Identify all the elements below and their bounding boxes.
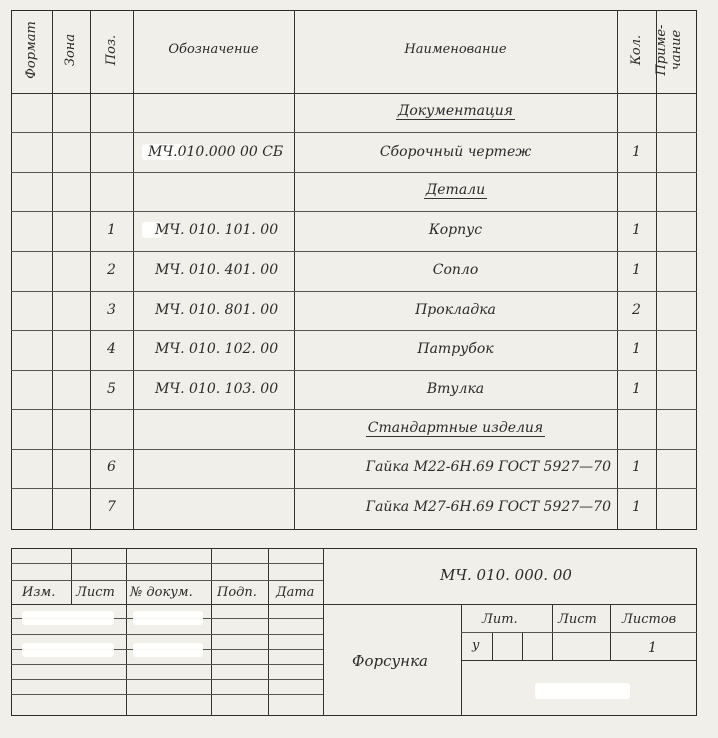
row-line <box>11 251 697 252</box>
row-qty: 1 <box>632 499 641 515</box>
tb-label-doc-no: № докум. <box>130 585 193 600</box>
header-qty: Кол. <box>629 34 644 66</box>
row-designation: МЧ. 010. 401. 00 <box>155 262 279 278</box>
row-line <box>11 330 697 331</box>
row-name: Прокладка <box>415 302 496 318</box>
tb-col-line <box>126 548 127 716</box>
section-documentation <box>294 103 617 119</box>
row-qty: 1 <box>632 459 641 475</box>
row-qty: 1 <box>632 381 641 397</box>
tb-col-line <box>522 632 523 660</box>
header-note-line1: Приме- <box>654 24 669 76</box>
row-line <box>11 172 697 173</box>
header-pos: Поз. <box>104 34 119 66</box>
col-line-qty <box>656 10 657 530</box>
row-name: Патрубок <box>417 341 494 357</box>
redaction <box>22 611 114 625</box>
header-zone: Зона <box>63 33 78 67</box>
tb-col-line <box>492 632 493 660</box>
tb-row-line <box>11 604 697 605</box>
row-line <box>11 409 697 410</box>
tb-lit-value: у <box>472 638 480 653</box>
row-pos: 3 <box>107 302 116 318</box>
tb-row-line <box>11 634 323 635</box>
tb-row-line <box>11 580 323 581</box>
row-name: Втулка <box>426 381 485 397</box>
tb-product-name: Форсунка <box>352 652 428 670</box>
header-format: Формат <box>24 21 39 79</box>
redaction <box>133 611 203 625</box>
row-pos: 2 <box>107 262 116 278</box>
header-note-line2: чание <box>669 29 684 71</box>
row-line <box>11 449 697 450</box>
row-qty: 1 <box>632 222 641 238</box>
row-designation: МЧ. 010. 102. 00 <box>155 341 279 357</box>
row-qty: 1 <box>632 341 641 357</box>
tb-label-sheet: Лист <box>558 612 597 627</box>
row-qty: 1 <box>632 262 641 278</box>
tb-row-line <box>461 632 697 633</box>
row-pos: 7 <box>107 499 116 515</box>
row-pos: 5 <box>107 381 116 397</box>
row-qty: 2 <box>632 302 641 318</box>
tb-row-line <box>11 679 323 680</box>
section-standard-label: Стандартные изделия <box>367 420 544 436</box>
row-line <box>11 132 697 133</box>
header-designation: Обозначение <box>168 42 259 57</box>
tb-row-line <box>11 694 323 695</box>
tb-label-sheets: Листов <box>622 612 677 627</box>
row-line <box>11 488 697 489</box>
row-line <box>11 211 697 212</box>
tb-label-lit: Лит. <box>482 612 518 627</box>
redaction <box>133 643 203 657</box>
tb-col-line <box>211 548 212 716</box>
row-name: Сопло <box>432 262 479 278</box>
row-name: Корпус <box>428 222 483 238</box>
tb-row-line <box>461 660 697 661</box>
tb-label-izm: Изм. <box>22 585 56 600</box>
section-documentation-label: Документация <box>397 103 514 119</box>
tb-label-sign: Подп. <box>217 585 257 600</box>
row-line <box>11 291 697 292</box>
section-parts-label: Детали <box>425 182 486 198</box>
header-name: Наименование <box>404 42 507 57</box>
tb-doc-number: МЧ. 010. 000. 00 <box>440 566 572 584</box>
row-designation: МЧ.010.000 00 СБ <box>148 144 284 160</box>
tb-label-list: Лист <box>76 585 115 600</box>
row-designation: МЧ. 010. 101. 00 <box>155 222 279 238</box>
row-pos: 1 <box>107 222 116 238</box>
tb-row-line <box>11 664 323 665</box>
row-pos: 6 <box>107 459 116 475</box>
col-line-pos <box>133 10 134 530</box>
section-standard <box>294 420 617 436</box>
redaction <box>535 683 630 699</box>
col-line-format <box>52 10 53 530</box>
tb-col-line <box>268 548 269 716</box>
tb-row-line <box>11 563 323 564</box>
section-parts <box>294 182 617 198</box>
row-pos: 4 <box>107 341 116 357</box>
tb-col-line <box>323 548 324 716</box>
row-name: Сборочный чертеж <box>379 144 532 160</box>
row-designation: МЧ. 010. 103. 00 <box>155 381 279 397</box>
row-designation: МЧ. 010. 801. 00 <box>155 302 279 318</box>
row-name: Гайка М22-6Н.69 ГОСТ 5927—70 <box>365 459 611 475</box>
tb-sheets-value: 1 <box>648 640 657 656</box>
redaction <box>22 643 114 657</box>
tb-col-line <box>71 548 72 604</box>
tb-label-date: Дата <box>276 585 315 600</box>
row-qty: 1 <box>632 144 641 160</box>
row-line <box>11 370 697 371</box>
header-line <box>11 93 697 94</box>
row-name: Гайка М27-6Н.69 ГОСТ 5927—70 <box>365 499 611 515</box>
